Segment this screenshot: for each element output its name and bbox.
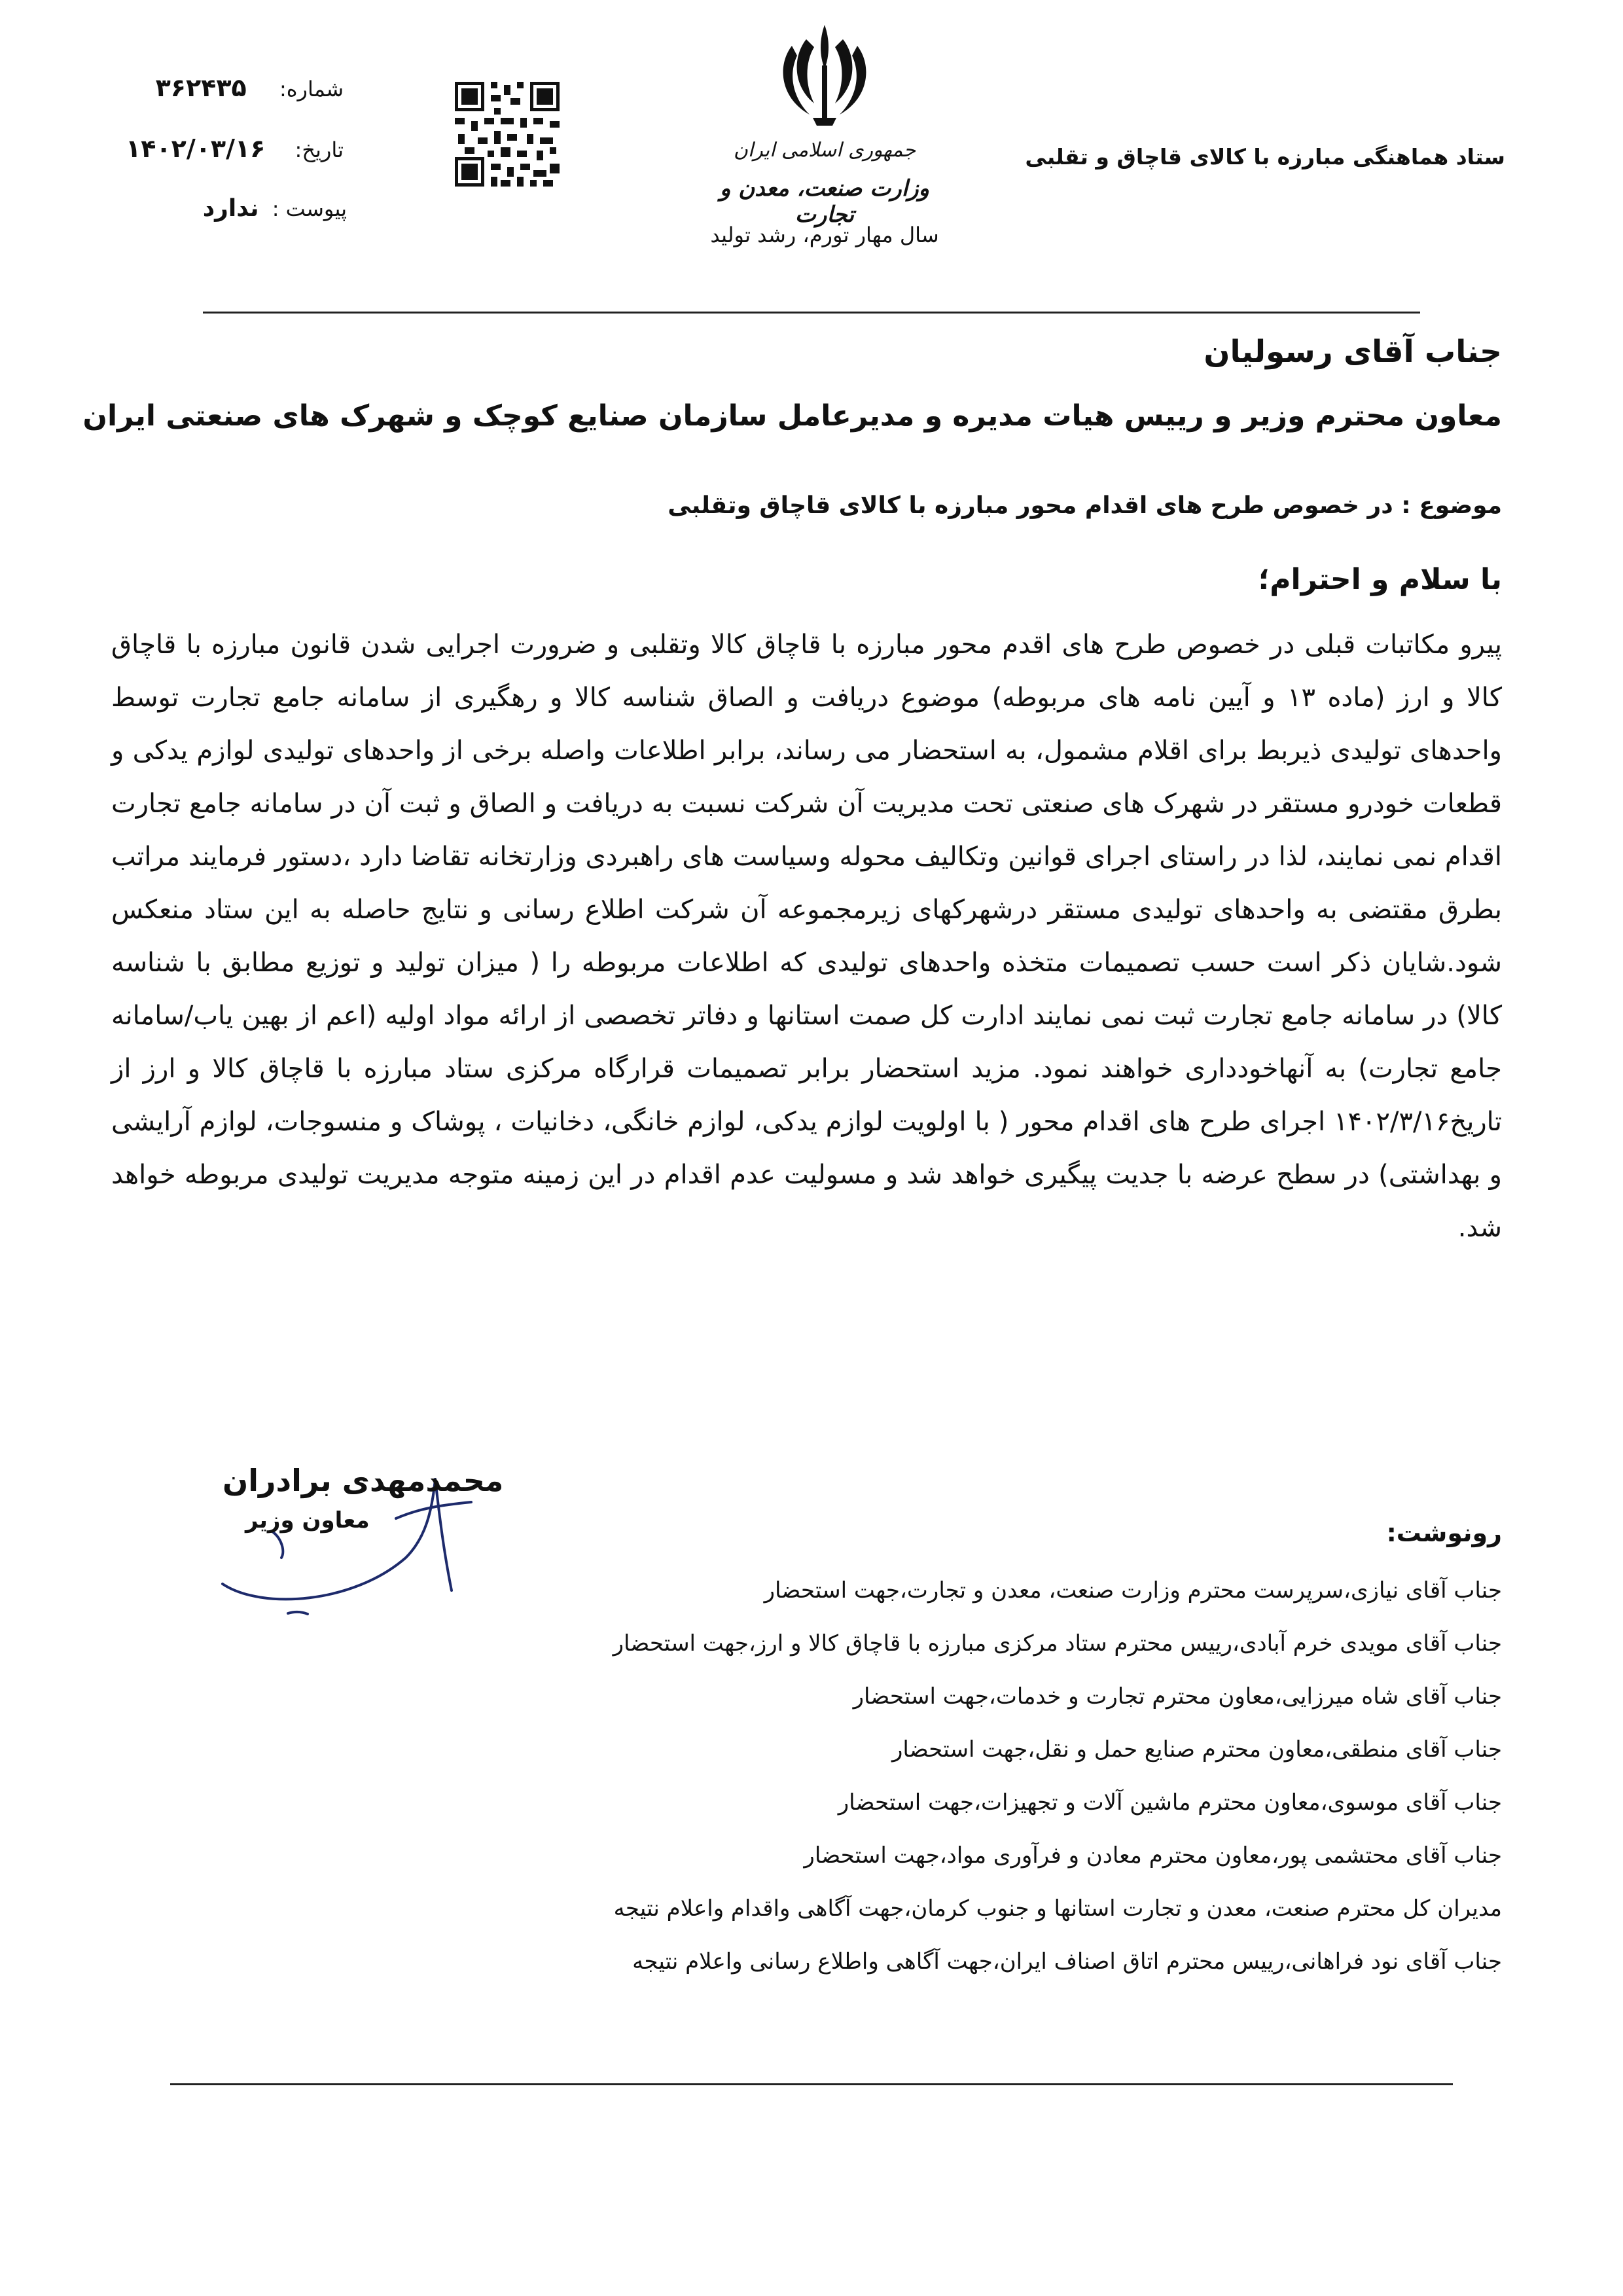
cc-item: جناب آقای نود فراهانی،رییس محترم اتاق اصناف ایران،جهت آگاهی واطلاع رسانی واعلام نتیجه: [632, 1948, 1502, 1975]
greeting: با سلام و احترام؛: [1258, 563, 1502, 596]
signer-name: محمدمهدی برادران: [223, 1463, 504, 1498]
cc-item: جناب آقای محتشمی پور،معاون محترم معادن و فرآوری مواد،جهت استحضار: [804, 1842, 1502, 1869]
attachment-row: [190, 195, 347, 222]
cc-title: رونوشت:: [1386, 1518, 1502, 1547]
emblem-country-name: جمهوری اسلامی ایران: [733, 139, 916, 162]
cc-item: جناب آقای نیازی،سرپرست محترم وزارت صنعت، معدن و تجارت،جهت استحضار: [764, 1577, 1502, 1604]
year-slogan: سال مهار تورم، رشد تولید: [710, 223, 939, 247]
ministry-emblem: [707, 20, 942, 236]
attachment-value: ندارد: [202, 195, 259, 222]
qr-code-icon: [452, 79, 563, 190]
letter-number-value: ۳۶۲۴۳۵: [155, 73, 247, 102]
emblem-ministry-name: وزارت صنعت، معدن و تجارت: [720, 175, 929, 228]
header-divider: [203, 312, 1420, 314]
footer-divider: [170, 2083, 1453, 2085]
letter-date-row: [126, 134, 344, 163]
letter-number-row: [157, 73, 344, 102]
cc-item: جناب آقای موسوی،معاون محترم ماشین آلات و تجهیزات،جهت استحضار: [838, 1789, 1502, 1816]
addressee-title: معاون محترم وزیر و رییس هیات مدیره و مدیرعامل سازمان صنایع کوچک و شهرک های صنعتی ایران: [82, 399, 1502, 433]
iran-emblem-icon: [774, 20, 876, 134]
cc-list: [613, 1564, 1502, 1988]
addressee-name: جناب آقای رسولیان: [1204, 334, 1502, 370]
organization-title: ستاد هماهنگی مبارزه با کالای قاچاق و تقلبی: [1025, 144, 1505, 170]
signer-title: معاون وزیر: [245, 1507, 370, 1534]
cc-item: جناب آقای شاه میرزایی،معاون محترم تجارت و خدمات،جهت استحضار: [853, 1683, 1502, 1710]
letter-date-value: ۱۴۰۲/۰۳/۱۶: [126, 134, 266, 163]
cc-item: جناب آقای مویدی خرم آبادی،رییس محترم ستاد مرکزی مبارزه با قاچاق کالا و ارز،جهت استحضار: [613, 1630, 1502, 1657]
letter-date-label: تاریخ:: [294, 137, 344, 162]
letter-number-label: شماره:: [279, 77, 344, 101]
cc-item: جناب آقای منطقی،معاون محترم صنایع حمل و نقل،جهت استحضار: [892, 1736, 1502, 1763]
attachment-label: پیوست :: [272, 196, 347, 221]
letter-subject: موضوع : در خصوص طرح های اقدام محور مبارزه با کالای قاچاق وتقلبی: [668, 492, 1502, 519]
cc-item: مدیران کل محترم صنعت، معدن و تجارت استانها و جنوب کرمان،جهت آگاهی واقدام واعلام نتیجه: [613, 1895, 1502, 1922]
letter-body: پیرو مکاتبات قبلی در خصوص طرح های اقدم محور مبارزه با قاچاق کالا وتقلبی و ضرورت اجرایی شدن قانون مبارزه با قاچاق کالا و ارز (ماده ۱۳ و آیین نامه های مربوطه) موضوع دریافت و الصاق شناسه کالا و رهگیری از سامانه جامع تجارت توسط واحدهای تولیدی ذیربط برای اقلام مشمول، به استحضار می رساند، برابر اطلاعات واصله برخی از واحدهای تولیدی لوازم یدکی و قطعات خودرو مستقر در شهرک های صنعتی تحت مدیریت آن شرکت نسبت به دریافت و الصاق و ثبت آن در سامانه جامع تجارت اقدام نمی نمایند، لذا در راستای اجرای قوانین وتکالیف محوله وسیاست های راهبردی وزارتخانه تقاضا دارد ،دستور فرمایند مراتب بطرق مقتضی به واحدهای تولیدی مستقر درشهرکهای زیرمجموعه آن شرکت اطلاع رسانی و نتایج حاصله به این ستاد منعکس شود.شایان ذکر است حسب تصمیمات متخذه واحدهای تولیدی که اطلاعات مربوطه را ( میزان تولید و توزیع مطابق با شناسه کالا) در سامانه جامع تجارت ثبت نمی نمایند ادارت کل صمت استانها و دفاتر تخصصی از ارائه مواد اولیه (اعم از بهین یاب/سامانه جامع تجارت) به آنهاخودداری خواهند نمود. مزید استحضار برابر تصمیمات قرارگاه مرکزی ستاد مبارزه با قاچاق کالا و ارز از تاریخ۱۴۰۲/۳/۱۶ اجرای طرح های اقدام محور ( با اولویت لوازم یدکی، لوازم خانگی، دخانیات ، پوشاک و منسوجات، لوازم آرایشی و بهداشتی) در سطح عرضه با جدیت پیگیری خواهد شد و مسولیت عدم اقدام در این زمینه متوجه مدیریت تولیدی مربوطه خواهد شد.: [111, 630, 1503, 1243]
